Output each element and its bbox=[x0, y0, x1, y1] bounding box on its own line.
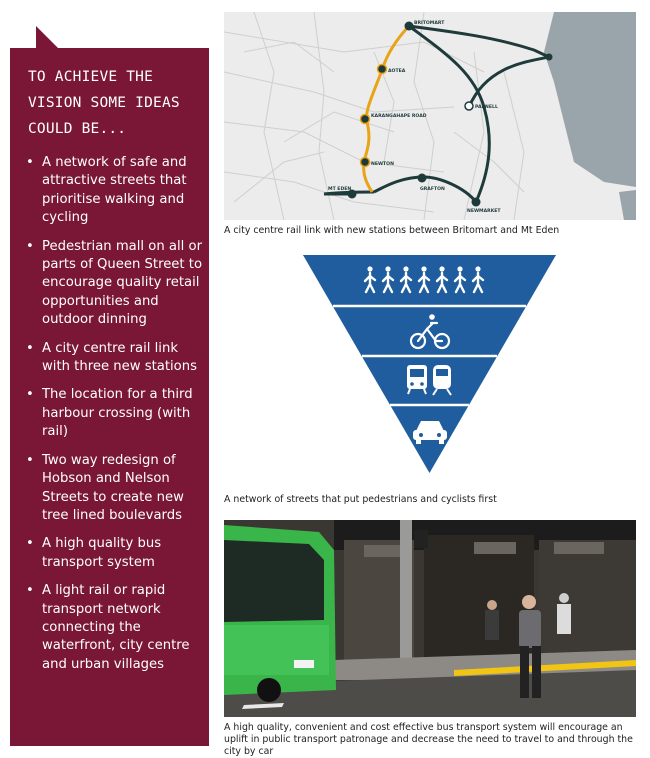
pyramid-caption: A network of streets that put pedestrians and cyclists first bbox=[224, 494, 497, 505]
bullet-icon: • bbox=[26, 387, 34, 403]
list-item bbox=[24, 452, 204, 526]
idea-text: Pedestrian mall on all or parts of Queen Street to encourage quality retail opportunities and outdoor dinning bbox=[42, 238, 203, 328]
list-item bbox=[24, 582, 204, 674]
station-label: BRITOMART bbox=[414, 21, 445, 26]
panel-tab-notch bbox=[36, 26, 58, 48]
station-label: GRAFTON bbox=[420, 187, 445, 192]
transport-hierarchy-pyramid bbox=[303, 255, 556, 473]
station-label: PARNELL bbox=[475, 105, 498, 110]
bullet-icon: • bbox=[26, 238, 34, 254]
ideas-panel bbox=[10, 48, 209, 746]
list-item bbox=[24, 340, 204, 377]
panel-title: TO ACHIEVE THE VISION SOME IDEAS COULD BE... bbox=[28, 69, 180, 137]
station-label: NEWTON bbox=[371, 162, 394, 167]
idea-text: A city centre rail link with three new stations bbox=[42, 340, 197, 375]
station-label: KARANGAHAPE ROAD bbox=[371, 114, 427, 119]
bullet-icon: • bbox=[26, 340, 34, 356]
idea-text: Two way redesign of Hobson and Nelson Streets to create new tree lined boulevards bbox=[42, 452, 184, 523]
street-photo bbox=[224, 520, 636, 717]
station-label: AOTEA bbox=[388, 69, 406, 74]
idea-text: A high quality bus transport system bbox=[42, 536, 162, 570]
list-item bbox=[24, 238, 204, 330]
list-item bbox=[24, 386, 204, 441]
rail-link-map bbox=[224, 12, 636, 220]
bullet-icon: • bbox=[26, 155, 34, 170]
map-caption: A city centre rail link with new stations between Britomart and Mt Eden bbox=[224, 225, 560, 236]
station-label: NEWMARKET bbox=[467, 209, 501, 214]
station-label: MT EDEN bbox=[328, 187, 352, 192]
photo-caption: A high quality, convenient and cost effective bus transport system will encourage an uplift in public transport patronage and decrease the need to travel to and through the city by car bbox=[224, 722, 633, 757]
bullet-icon: • bbox=[26, 536, 34, 552]
list-item bbox=[24, 535, 204, 572]
bullet-icon: • bbox=[26, 452, 34, 468]
ideas-list bbox=[24, 154, 204, 684]
idea-text: A light rail or rapid transport network connecting the waterfront, city centre and urban villages bbox=[42, 583, 190, 672]
idea-text: A network of safe and attractive streets that prioritise walking and cycling bbox=[42, 155, 187, 226]
idea-text: The location for a third harbour crossing (with rail) bbox=[42, 387, 193, 440]
list-item bbox=[24, 154, 204, 228]
bullet-icon: • bbox=[26, 583, 34, 599]
